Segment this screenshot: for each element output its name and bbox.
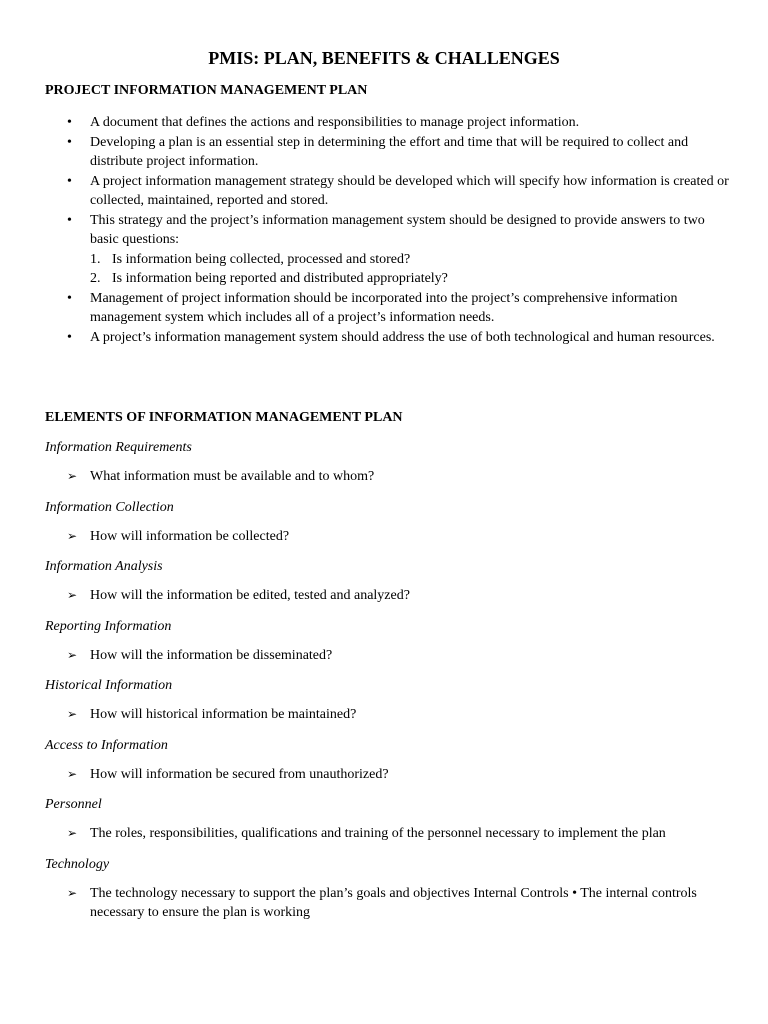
bullet-text: A document that defines the actions and responsibilities to manage project information. [90,115,580,130]
plan-bullet-list [45,113,735,347]
question-text: Is information being collected, processed and stored? [112,251,411,267]
bullet-text: Management of project information should be incorporated into the project’s comprehensive information management system which includes all of a project’s information needs. [90,290,678,325]
element-point [45,765,725,785]
element-title: Technology [45,856,110,872]
element-block [45,617,725,666]
question-item [90,269,735,289]
bullet-text: A project’s information management system should address the use of both technological and human resources. [90,329,715,345]
element-title: Access to Information [45,737,168,753]
bullet-item [45,172,735,211]
element-point-text: How will historical information be maintained? [90,707,357,722]
question-list [90,250,735,289]
arrow-bullet-icon: ➢ [67,826,78,840]
element-point-text: How will the information be edited, tested and analyzed? [90,588,410,603]
arrow-bullet-icon: ➢ [67,885,78,900]
element-title: Personnel [45,797,102,812]
bullet-item [45,211,735,289]
element-point [45,467,725,487]
bullet-item [45,113,735,133]
arrow-bullet-icon: ➢ [67,588,78,602]
element-title: Information Requirements [45,440,192,455]
element-point [45,884,725,923]
element-point [45,586,725,606]
arrow-bullet-icon: ➢ [67,469,78,483]
element-block [45,855,725,923]
element-block [45,736,725,785]
element-point-text: What information must be available and to whom? [90,469,375,484]
element-point [45,705,725,725]
bullet-item [45,289,735,328]
element-point [45,527,725,547]
arrow-bullet-icon: ➢ [67,766,78,781]
bullet-text: Developing a plan is an essential step in determining the effort and time that will be required to collect and distribute project information. [90,134,689,169]
element-block [45,795,725,844]
element-point-text: How will information be secured from unauthorized? [90,766,389,782]
elements-list [45,438,725,934]
element-title: Reporting Information [45,618,172,634]
arrow-bullet-icon: ➢ [67,647,78,662]
arrow-bullet-icon: ➢ [67,528,78,543]
question-number: 1. [90,251,101,267]
element-point [45,646,725,666]
bullet-item [45,328,735,348]
element-title: Information Analysis [45,559,163,574]
section-heading-elements: ELEMENTS OF INFORMATION MANAGEMENT PLAN [45,410,403,425]
question-text: Is information being reported and distributed appropriately? [112,271,448,286]
section-heading-plan: PROJECT INFORMATION MANAGEMENT PLAN [45,83,368,98]
element-point-text: The technology necessary to support the plan’s goals and objectives Internal Controls • The internal controls necessary to ensure the plan is working [90,885,697,920]
bullet-text: A project information management strategy should be developed which will specify how information is created or collected, maintained, reported and stored. [90,173,729,208]
bullet-item [45,133,735,172]
document-title: PMIS: PLAN, BENEFITS & CHALLENGES [208,48,560,68]
element-block [45,676,725,725]
element-point [45,824,725,844]
question-item [90,250,735,270]
element-title: Information Collection [45,499,174,515]
bullet-text: This strategy and the project’s information management system should be designed to provide answers to two basic questions: [90,212,705,247]
element-point-text: The roles, responsibilities, qualifications and training of the personnel necessary to implement the plan [90,826,666,841]
question-number: 2. [90,271,101,286]
arrow-bullet-icon: ➢ [67,707,78,721]
element-point-text: How will the information be disseminated? [90,647,333,663]
element-title: Historical Information [45,678,173,693]
element-block [45,438,725,487]
element-block [45,498,725,547]
element-point-text: How will information be collected? [90,528,290,544]
element-block [45,557,725,606]
